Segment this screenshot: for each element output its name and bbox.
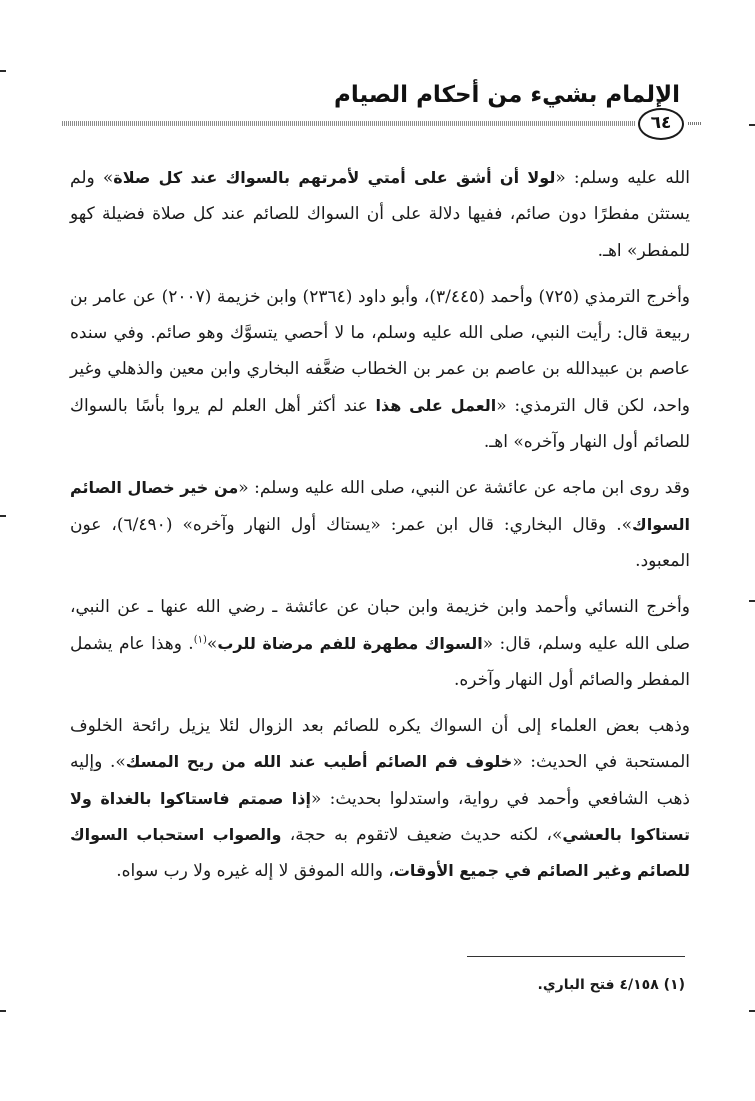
emphasized-text: إذا صمتم فاستاكوا بالغداة ولا تستاكوا بالعشي (70, 788, 690, 845)
text-run: وأخرج النسائي وأحمد وابن خزيمة وابن حبان عن عائشة ـ رضي الله عنها ـ عن النبي، صلى الله عليه وسلم، قال: « (70, 597, 690, 654)
text-run: » ولم يستثن مفطرًا دون صائم، ففيها دلالة على أن السواك للصائم عند كل صلاة فضيلة كهو للمفطر» اهـ. (70, 168, 690, 261)
text-run: » (206, 633, 218, 654)
footnote-marker: (١) (663, 977, 685, 993)
emphasized-text: والصواب استحباب السواك للصائم وغير الصائم في جميع الأوقات (70, 825, 690, 881)
scan-margin-mark (749, 600, 755, 602)
text-run: عند أكثر أهل العلم لم يروا بأسًا بالسواك للصائم أول النهار وآخره» اهـ. (70, 395, 690, 453)
text-run: ». وقال البخاري: قال ابن عمر: «يستاك أول النهار وآخره» (٦/٤٩٠)، عون المعبود. (70, 514, 690, 571)
scan-margin-mark (0, 515, 6, 517)
scan-margin-mark (0, 1010, 6, 1012)
running-header (62, 82, 702, 138)
emphasized-text: خلوف فم الصائم أطيب عند الله من ريح المسك (125, 752, 513, 772)
footnote (65, 972, 685, 997)
emphasized-text: من خير خصال الصائم السواك (70, 478, 690, 534)
scan-margin-mark (749, 1010, 755, 1012)
emphasized-text: لولا أن أشق على أمتي لأمرتهم بالسواك عند كل صلاة (113, 168, 556, 187)
text-run: الله عليه وسلم: « (555, 168, 691, 188)
scan-margin-mark (0, 70, 6, 72)
footnote-reference: (١) (193, 633, 207, 645)
emphasized-text: السواك مطهرة للفم مرضاة للرب (217, 633, 483, 653)
footnote-divider (467, 956, 685, 957)
page-number-badge: ٦٤ (638, 108, 684, 140)
book-title: الإلمام بشيء من أحكام الصيام (334, 82, 680, 108)
scan-margin-mark (749, 124, 755, 126)
paragraph (70, 589, 690, 698)
paragraph (70, 708, 690, 889)
header-rule-end (688, 122, 702, 125)
paragraph (70, 279, 690, 460)
text-run: ، والله الموفق لا إله غيره ولا رب سواه. (116, 861, 394, 882)
text-run: وذهب بعض العلماء إلى أن السواك يكره للصائم بعد الزوال لئلا يزيل رائحة الخلوف المستحبة في الحديث: « (70, 716, 690, 773)
text-run: وأخرج الترمذي (٧٢٥) وأحمد (٣/٤٤٥)، وأبو داود (٢٣٦٤) وابن خزيمة (٢٠٠٧) عن عامر بن ربيعة قال: رأيت النبي، صلى الله عليه وسلم، ما لا أحصي يتسوَّك وهو صائم. وفي سنده عاصم بن عبيدالله بن عاصم بن عمر بن الخطاب ضعَّفه البخاري وابن معين والذهلي وغير واحد، لكن قال الترمذي: « (70, 286, 690, 416)
paragraph (70, 470, 690, 579)
emphasized-text: العمل على هذا (375, 395, 497, 415)
text-run: وقد روى ابن ماجه عن عائشة عن النبي، صلى الله عليه وسلم: « (238, 478, 691, 499)
paragraph (70, 160, 690, 269)
text-run: . وهذا عام يشمل المفطر والصائم أول النهار وآخره. (70, 633, 690, 690)
text-run: ». وإليه ذهب الشافعي وأحمد في رواية، واستدلوا بحديث: « (70, 752, 691, 809)
text-run: »، لكنه حديث ضعيف لاتقوم به حجة، (281, 825, 563, 846)
footnote-text: ٤/١٥٨ فتح الباري. (537, 977, 664, 993)
body-text (70, 160, 690, 890)
header-rule (62, 121, 636, 126)
